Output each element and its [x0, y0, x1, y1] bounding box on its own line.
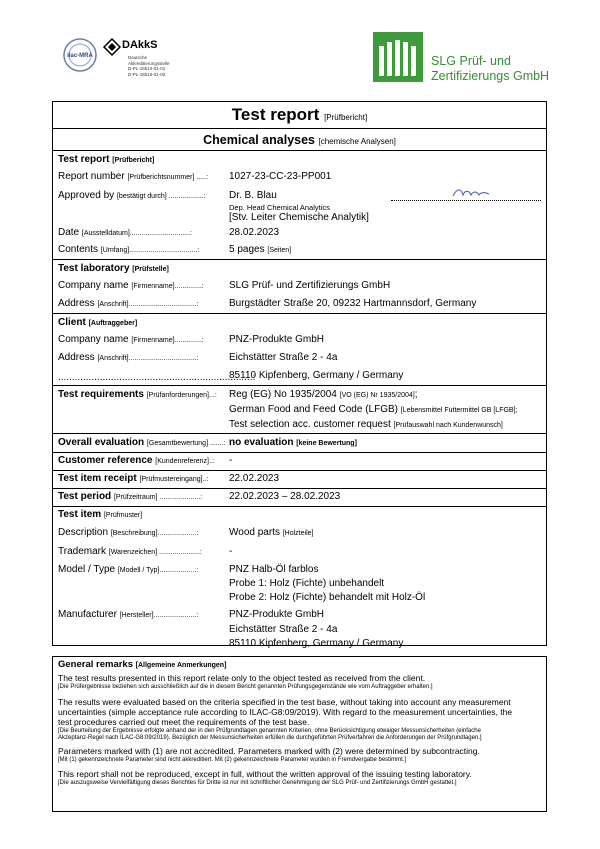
remarks-p2-de-a: [Die Beurteilung der Ergebnisse erfolgte anhand der in den Prüfgrundlagen genannten Kriterien, ohne Berücksichtigung etwaiger Messunsicherheiten (einfache: [58, 728, 481, 734]
divider: [53, 385, 546, 386]
trademark-label: Trademark [Warenzeichen] .....................:: [58, 546, 202, 557]
dakks-name: DAkkS: [122, 39, 158, 51]
approved-dept: Dep. Head Chemical Analytics: [229, 203, 330, 212]
description-value: Wood parts [Holzteile]: [229, 527, 314, 538]
client-company: PNZ-Produkte GmbH: [229, 334, 325, 345]
contents-value: 5 pages [Seiten]: [229, 244, 292, 255]
report-number: 1027-23-CC-23-PP001: [229, 171, 332, 182]
divider: [53, 470, 546, 471]
requirements-line-3: Test selection acc. customer request [Prüfauswahl nach Kundenwunsch]: [229, 419, 503, 430]
receipt-date: 22.02.2023: [229, 473, 280, 484]
slg-logo-icon: [373, 32, 423, 82]
remarks-p2-b: uncertainties (simple acceptance rule according to ILAC-G8:09/2019). With regard to the measurement uncertainties, the: [58, 707, 513, 717]
remarks-p1-de: [Die Prüfergebnisse beziehen sich ausschließlich auf die in diesem Bericht genannten Prüfungsgegenstände wie vom Auftraggeber erhalten.]: [58, 684, 433, 690]
lab-company-label: Company name [Firmenname]..............:: [58, 280, 204, 291]
remarks-p3: Parameters marked with (1) are not accredited. Parameters marked with (2) were determined by subcontracting.: [58, 746, 480, 756]
section-test-item: Test item [Prüfmuster]: [58, 509, 143, 520]
divider: [53, 259, 546, 260]
client-address-label: Address [Anschrift]...................................:: [58, 352, 199, 363]
description-label: Description [Beschreibung]....................:: [58, 527, 199, 538]
requirements-line-1: Reg (EG) No 1935/2004 [VO (EG) Nr 1935/2004];: [229, 389, 418, 400]
remarks-p2-a: The results were evaluated based on the criteria specified in the test base, without taking into account any measurement: [58, 697, 511, 707]
page-subtitle: Chemical analyses [chemische Analysen]: [203, 133, 396, 147]
ilac-mra-logo-icon: [62, 37, 98, 73]
manufacturer-line-2: Eichstätter Straße 2 - 4a: [229, 624, 338, 635]
page-title: Test report [Prüfbericht]: [231, 105, 368, 124]
manufacturer-line-3: 85110 Kipfenberg, Germany / Germany: [229, 638, 404, 649]
manufacturer-label: Manufacturer [Hersteller]......................:: [58, 609, 199, 620]
signature-line: [391, 200, 541, 201]
section-test-report: Test report [Prüfbericht]: [58, 154, 155, 165]
report-frame: [52, 101, 547, 649]
lab-company: SLG Prüf- und Zertifizierungs GmbH: [229, 280, 391, 291]
divider: [53, 452, 546, 453]
period-label: Test period [Prüfzeitraum] .....................:: [58, 491, 203, 502]
lab-address-label: Address [Anschrift]...................................:: [58, 298, 199, 309]
approved-by: Dr. B. Blau: [229, 190, 277, 201]
report-number-label: Report number [Prüfberichtsnummer] .....:: [58, 171, 209, 182]
trademark-value: -: [229, 546, 233, 557]
svg-text:ilac-MRA: ilac-MRA: [67, 53, 93, 59]
model-line-3: Probe 2: Holz (Fichte) behandelt mit Holz-Öl: [229, 592, 426, 603]
receipt-label: Test item receipt [Prüfmustereingang]..:: [58, 473, 209, 484]
report-date: 28.02.2023: [229, 227, 280, 238]
accreditation-logos: [62, 33, 182, 88]
customer-reference: -: [229, 455, 233, 466]
requirements-label: Test requirements [Prüfanforderungen]...:: [58, 389, 217, 400]
client-company-label: Company name [Firmenname]..............:: [58, 334, 204, 345]
remarks-p4: This report shall not be reproduced, except in full, without the written approval of the issuing testing laboratory.: [58, 769, 472, 779]
contents-label: Contents [Umfang]...................................:: [58, 244, 200, 255]
remarks-p2-de-b: Akzeptanz-Regel nach ILAC-G8:09/2019). Bezüglich der Messunsicherheiten erfüllen die durchgeführten Prüfverfahren die Anforderungen der Prüfgrundlagen.]: [58, 735, 482, 741]
period-value: 22.02.2023 – 28.02.2023: [229, 491, 341, 502]
model-line-1: PNZ Halb-Öl farblos: [229, 564, 319, 575]
evaluation-label: Overall evaluation [Gesamtbewertung] .......:: [58, 437, 226, 448]
company-name: SLG Prüf- und Zertifizierungs GmbH: [431, 54, 550, 83]
section-client: Client [Auftraggeber]: [58, 317, 138, 328]
remarks-p1: The test results presented in this report relate only to the object tested as received from the client.: [58, 673, 426, 683]
general-remarks: [52, 656, 547, 812]
remarks-p3-de: [Mit (1) gekennzeichnete Parameter sind nicht akkreditiert. Mit (2) gekennzeichnete Parameter wurden in Fremdvergabe bestimmt.]: [58, 757, 407, 763]
model-label: Model / Type [Modell / Typ]...................:: [58, 564, 199, 575]
remarks-p2-c: test procedures carried out meet the requirements of the test base.: [58, 717, 310, 727]
lab-address: Burgstädter Straße 20, 09232 Hartmannsdorf, Germany: [229, 298, 477, 309]
remarks-title: General remarks [Allgemeine Anmerkungen]: [58, 659, 227, 670]
customer-reference-label: Customer reference [Kundenreferenz]..:: [58, 455, 215, 466]
manufacturer-line-1: PNZ-Produkte GmbH: [229, 609, 325, 620]
divider: [53, 506, 546, 507]
dakks-logo-icon: [102, 37, 122, 57]
date-label: Date [Ausstelldatum]...............................:: [58, 227, 192, 238]
address-dots: ......................................................................:: [58, 372, 256, 383]
section-test-laboratory: Test laboratory [Prüfstelle]: [58, 263, 169, 274]
signature: [451, 186, 491, 200]
evaluation-value: no evaluation [keine Bewertung]: [229, 437, 357, 448]
divider: [53, 313, 546, 314]
approved-dept-de: [Stv. Leiter Chemische Analytik]: [229, 212, 369, 223]
client-address-1: Eichstätter Straße 2 - 4a: [229, 352, 338, 363]
divider: [53, 150, 546, 151]
model-line-2: Probe 1: Holz (Fichte) unbehandelt: [229, 578, 385, 589]
dakks-details: Deutsche Akkreditierungsstelle D-PL-15510-01-01 D-PL-15510-01-02: [128, 55, 170, 77]
divider: [53, 488, 546, 489]
remarks-p4-de: [Die auszugsweise Vervielfältigung dieses Berichtes für Dritte ist nur mit schriftlicher Genehmigung der SLG Prüf- und Zertifizierungs GmbH gestattet.]: [58, 780, 457, 786]
divider: [53, 433, 546, 434]
approved-by-label: Approved by [bestätigt durch] ..................:: [58, 190, 206, 201]
divider: [53, 128, 546, 129]
client-address-2: 85110 Kipfenberg, Germany / Germany: [229, 370, 404, 381]
requirements-line-2: German Food and Feed Code (LFGB) [Lebensmittel Futtermittel GB [LFGB];: [229, 404, 518, 415]
